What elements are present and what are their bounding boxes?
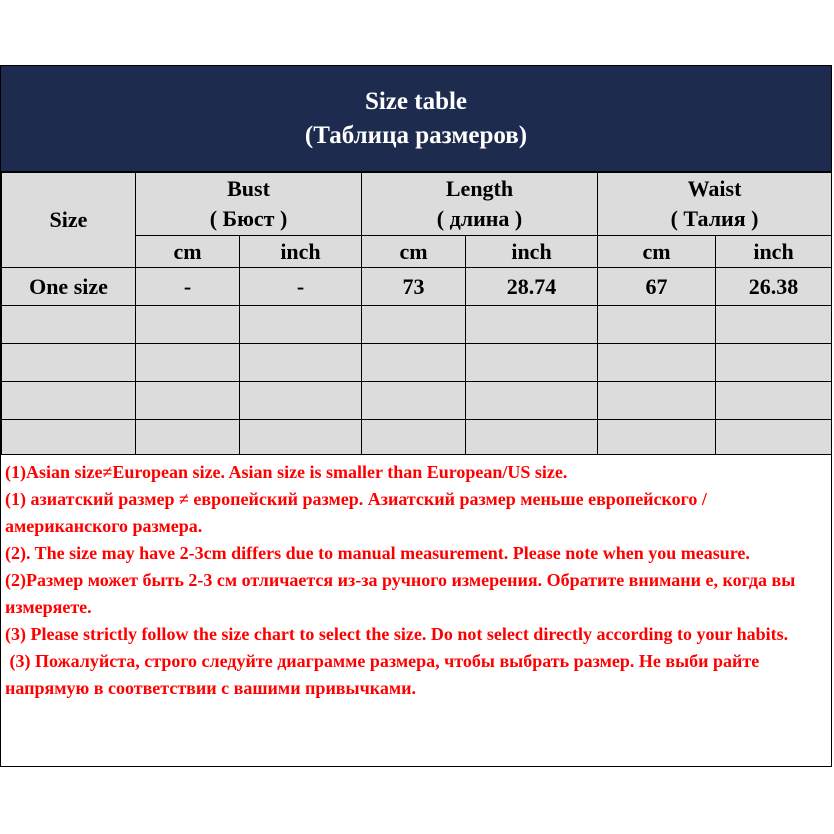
empty-row: [2, 420, 832, 458]
note-2-russian: (2)Размер может быть 2-3 см отличается из-за ручного измерения. Обратите внимани е, когда вы измеряете.: [5, 570, 796, 617]
notes-panel: [1, 454, 831, 766]
length-label-russian: ( длина ): [436, 206, 523, 231]
note-1-english: (1)Asian size≠European size. Asian size is smaller than European/US size.: [5, 462, 568, 482]
bust-label-russian: ( Бюст ): [209, 206, 288, 231]
waist-header: [598, 173, 832, 236]
empty-row: [2, 344, 832, 382]
size-column-header: Size: [2, 173, 136, 268]
length-cm-cell: 73: [362, 268, 466, 306]
unit-header: cm: [136, 236, 240, 268]
unit-header: inch: [240, 236, 362, 268]
size-table: [1, 172, 832, 458]
waist-inch-cell: 26.38: [716, 268, 832, 306]
waist-cm-cell: 67: [598, 268, 716, 306]
title-band: [1, 66, 831, 172]
size-chart: [0, 65, 832, 767]
note-3-english: (3) Please strictly follow the size chart to select the size. Do not select directly according to your habits.: [5, 624, 789, 644]
bust-label: Bust: [227, 176, 270, 201]
unit-header: cm: [598, 236, 716, 268]
note-1-russian: (1) азиатский размер ≠ европейский размер. Азиатский размер меньше европейского / американского размера.: [5, 489, 707, 536]
note-2-english: (2). The size may have 2-3cm differs due to manual measurement. Please note when you measure.: [5, 543, 750, 563]
empty-row: [2, 306, 832, 344]
unit-header: inch: [716, 236, 832, 268]
header-row: [2, 173, 832, 236]
bust-cm-cell: -: [136, 268, 240, 306]
bust-inch-cell: -: [240, 268, 362, 306]
bust-header: [136, 173, 362, 236]
note-3-russian: (3) Пожалуйста, строго следуйте диаграмме размера, чтобы выбрать размер. Не выби райте напрямую в соответствии с вашими привычками.: [5, 651, 764, 698]
waist-label-russian: ( Талия ): [670, 206, 759, 231]
size-cell: One size: [2, 268, 136, 306]
title-english: Size table: [364, 88, 468, 115]
table-row: [2, 268, 832, 306]
length-inch-cell: 28.74: [466, 268, 598, 306]
length-label: Length: [445, 176, 514, 201]
unit-header: inch: [466, 236, 598, 268]
waist-label: Waist: [687, 176, 742, 201]
unit-header: cm: [362, 236, 466, 268]
length-header: [362, 173, 598, 236]
title-russian: (Таблица размеров): [304, 122, 528, 149]
empty-row: [2, 382, 832, 420]
